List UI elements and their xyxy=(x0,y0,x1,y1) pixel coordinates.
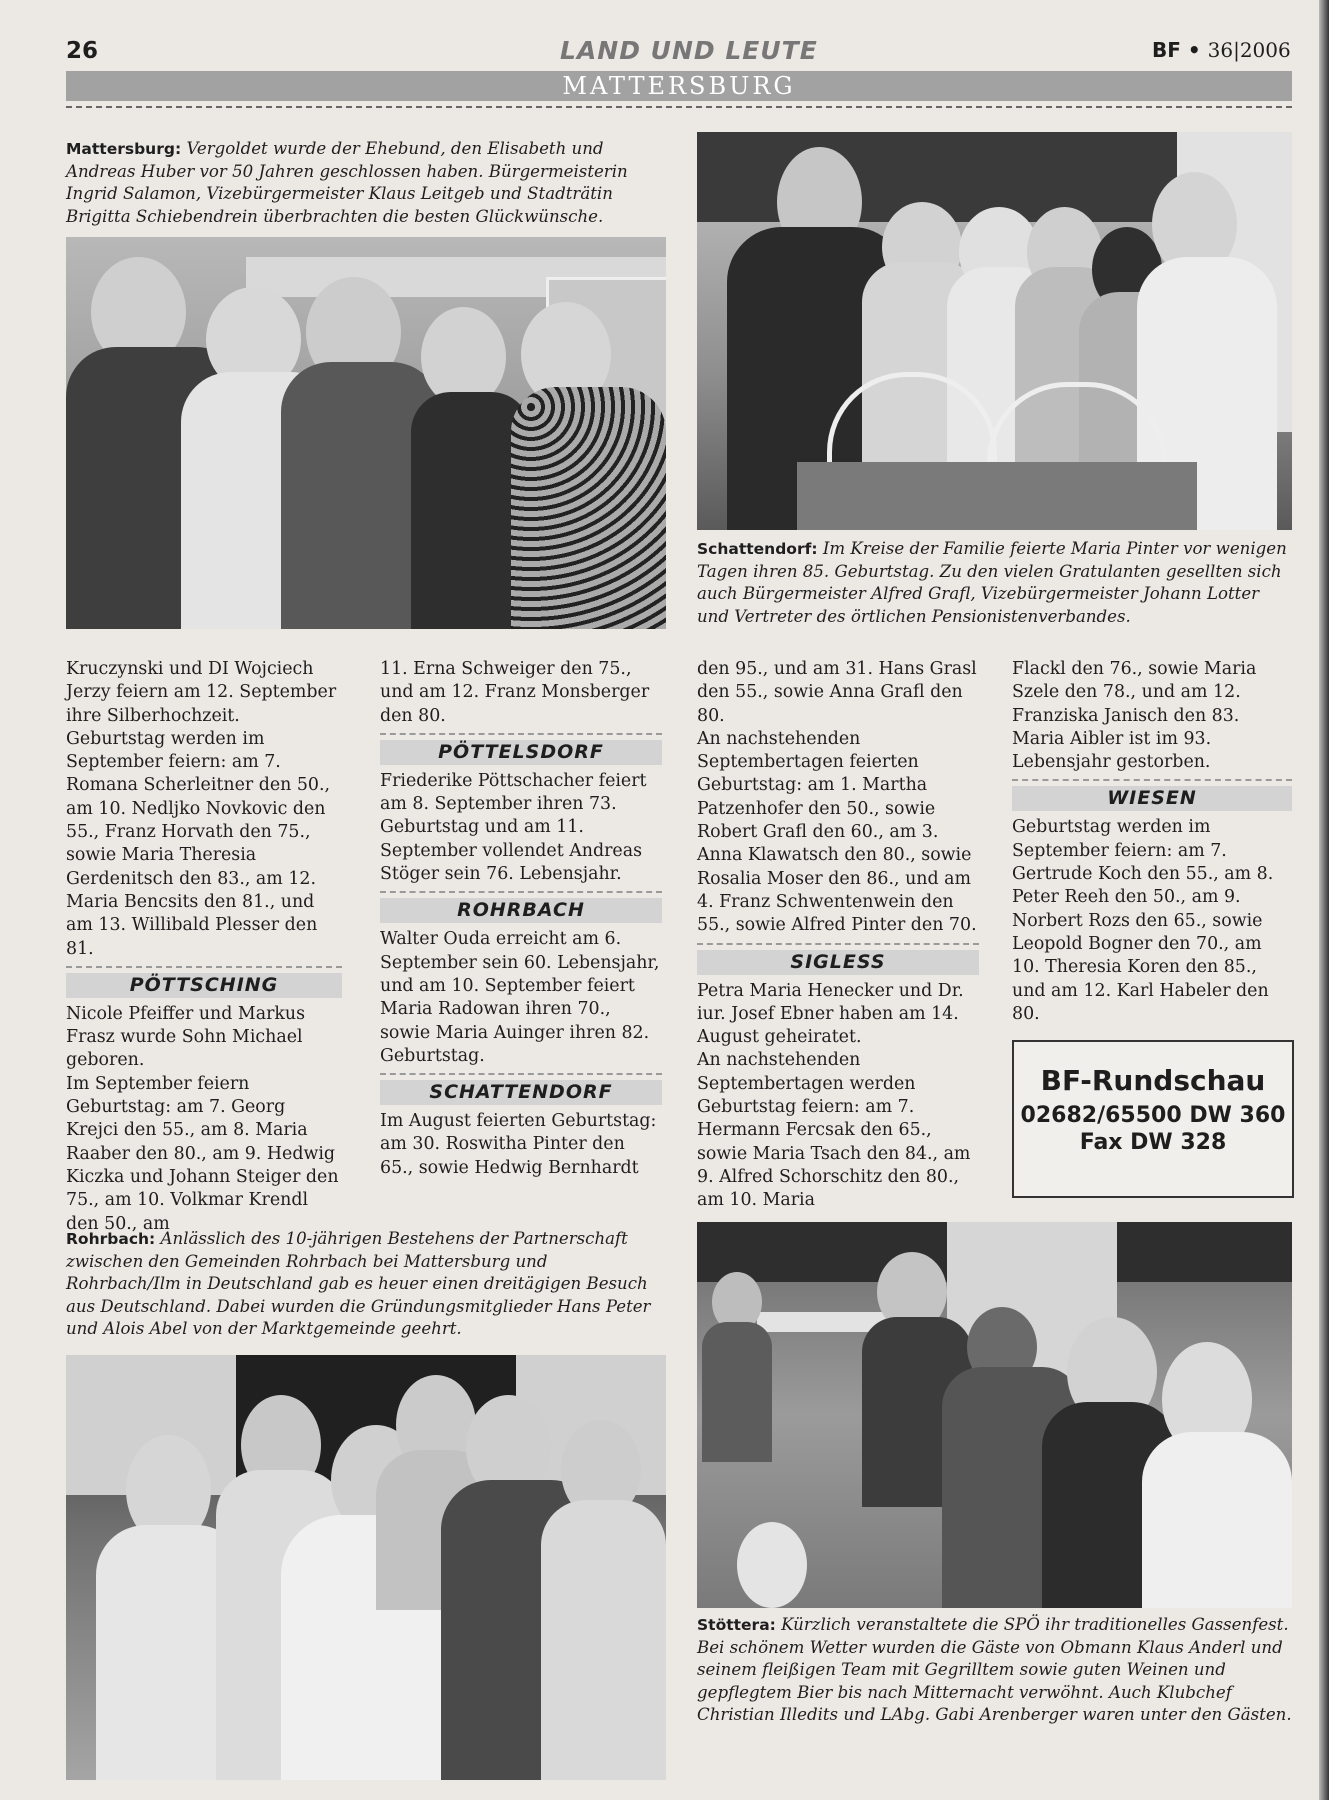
subheading-schattendorf xyxy=(380,1073,662,1105)
caption-mattersburg xyxy=(66,138,666,228)
paragraph: An nachstehenden Septembertagen feierten Geburtstag: am 1. Martha Patzenhofer den 50., sowie Robert Grafl den 60., am 3. Anna Klawatsch den 80., sowie Rosalia Moser den 86., und am 4. Franz Schwentenwein den 55., sowie Alfred Pinter den 70. xyxy=(697,728,977,936)
caption-schattendorf xyxy=(697,538,1292,628)
subheading-label: ROHRBACH xyxy=(380,898,662,923)
paragraph: Nicole Pfeiffer und Markus Frasz wurde Sohn Michael geboren. xyxy=(66,1003,306,1071)
paragraph: 11. Erna Schweiger den 75., und am 12. Franz Monsberger den 80. xyxy=(380,659,650,726)
brand-label: BF xyxy=(1152,38,1181,62)
subheading-label: WIESEN xyxy=(1012,786,1292,811)
caption-place: Mattersburg: xyxy=(66,140,182,158)
paragraph: An nachstehenden Septembertagen werden Geburtstag feiern: am 7. Hermann Fercsak den 65., sowie Maria Tsach den 84., am 9. Alfred Schorschitz den 80., am 10. Maria xyxy=(697,1050,971,1211)
subheading-label: PÖTTSCHING xyxy=(66,973,342,998)
issue-info: BF • 36|2006 xyxy=(1152,38,1291,62)
subheading-sigless xyxy=(697,943,979,975)
ad-phone: 02682/65500 DW 360 xyxy=(1020,1103,1286,1128)
page-spine-shadow xyxy=(1319,0,1329,1800)
paragraph: Friederike Pöttschacher feiert am 8. September ihren 73. Geburtstag und am 11. September vollendet Andreas Stöger sein 76. Lebensjahr. xyxy=(380,770,647,885)
header-divider xyxy=(66,106,1292,108)
ad-title: BF-Rundschau xyxy=(1040,1064,1266,1097)
paragraph: Kruczynski und DI Wojciech Jerzy feiern am 12. September ihre Silberhochzeit. xyxy=(66,659,337,726)
caption-place: Schattendorf: xyxy=(697,540,818,558)
paragraph: Petra Maria Henecker und Dr. iur. Josef Ebner haben am 14. August geheiratet. xyxy=(697,980,964,1048)
section-title: LAND UND LEUTE xyxy=(560,36,818,65)
text-column-1 xyxy=(66,658,342,1236)
subheading-poettelsdorf xyxy=(380,733,662,765)
subheading-label: SIGLESS xyxy=(697,950,979,975)
caption-text: Vergoldet wurde der Ehebund, den Elisabeth und Andreas Huber vor 50 Jahren geschlossen haben. Bürgermeisterin Ingrid Salamon, Vizebürgermeister Klaus Leitgeb und Stadträtin Brigitta Schiebendrein überbrachten die besten Glückwünsche. xyxy=(66,139,628,226)
paragraph: Im August feierten Geburtstag: am 30. Roswitha Pinter den 65., sowie Hedwig Bernhardt xyxy=(380,1111,657,1178)
issue-number: 36|2006 xyxy=(1207,38,1291,62)
subheading-label: SCHATTENDORF xyxy=(380,1080,662,1105)
photo-schattendorf-birthday xyxy=(697,132,1292,530)
page-number: 26 xyxy=(66,38,99,64)
subheading-label: PÖTTELSDORF xyxy=(380,740,662,765)
paragraph: Maria Aibler ist im 93. Lebensjahr gestorben. xyxy=(1012,728,1212,773)
paragraph: Geburtstag werden im September feiern: am 7. Gertrude Koch den 55., am 8. Peter Reeh den 50., am 9. Norbert Rozs den 65., sowie Leopold Bogner den 70., am 10. Theresia Koren den 85., und am 12. Karl Habeler den 80. xyxy=(1012,817,1274,1024)
photo-rohrbach-partnership xyxy=(66,1355,666,1780)
paragraph: Walter Ouda erreicht am 6. September sein 60. Lebensjahr, und am 10. September feiert Maria Radowan ihren 70., sowie Maria Auinger ihren 82. Geburtstag. xyxy=(380,929,660,1066)
subheading-poettsching xyxy=(66,966,342,998)
ad-fax: Fax DW 328 xyxy=(1079,1130,1227,1155)
photo-mattersburg-couple xyxy=(66,237,666,629)
subheading-rohrbach xyxy=(380,891,662,923)
caption-text: Kürzlich veranstaltete die SPÖ ihr traditionelles Gassenfest. Bei schönem Wetter wurden die Gäste von Obmann Klaus Anderl und seinem fleißigen Team mit Gegrilltem sowie guten Weinen und gepflegtem Bier bis nach Mitternacht verwöhnt. Auch Klubchef Christian Illedits und LAbg. Gabi Arenberger waren unter den Gästen. xyxy=(697,1615,1292,1724)
text-column-2 xyxy=(380,658,662,1180)
paragraph: Im September feiern Geburtstag: am 7. Georg Krejci den 55., am 8. Maria Raaber den 80., am 9. Hedwig Kiczka und Johann Steiger den 75., am 10. Volkmar Krendl den 50., am xyxy=(66,1073,339,1234)
caption-rohrbach xyxy=(66,1228,666,1341)
caption-place: Stöttera: xyxy=(697,1616,776,1634)
caption-place: Rohrbach: xyxy=(66,1230,156,1248)
caption-text: Im Kreise der Familie feierte Maria Pinter vor wenigen Tagen ihren 85. Geburtstag. Zu den vielen Gratulanten gesellten sich auch Bürgermeister Alfred Grafl, Vizebürgermeister Johann Lotter und Vertreter des örtlichen Pensionistenverbandes. xyxy=(697,539,1287,626)
paragraph: Flackl den 76., sowie Maria Szele den 78., und am 12. Franziska Janisch den 83. xyxy=(1012,659,1257,726)
caption-stoettera xyxy=(697,1614,1292,1727)
subheading-wiesen xyxy=(1012,779,1292,811)
paragraph: Geburtstag werden im September feiern: am 7. Romana Scherleitner den 50., am 10. Nedljko Novkovic den 55., Franz Horvath den 75., sowie Maria Theresia Gerdenitsch den 83., am 12. Maria Bencsits den 81., und am 13. Willibald Plesser den 81. xyxy=(66,728,331,959)
text-column-4 xyxy=(1012,658,1292,1026)
region-banner: MATTERSBURG xyxy=(66,71,1292,101)
bf-rundschau-ad xyxy=(1012,1040,1294,1198)
paragraph: den 95., und am 31. Hans Grasl den 55., sowie Anna Grafl den 80. xyxy=(697,659,977,726)
photo-stoettera-gassenfest xyxy=(697,1222,1292,1608)
caption-text: Anlässlich des 10-jährigen Bestehens der Partnerschaft zwischen den Gemeinden Rohrbach bei Mattersburg und Rohrbach/Ilm in Deutschland gab es heuer einen dreitägigen Besuch aus Deutschland. Dabei wurden die Gründungsmitglieder Hans Peter und Alois Abel von der Marktgemeinde geehrt. xyxy=(66,1229,651,1338)
text-column-3 xyxy=(697,658,979,1213)
